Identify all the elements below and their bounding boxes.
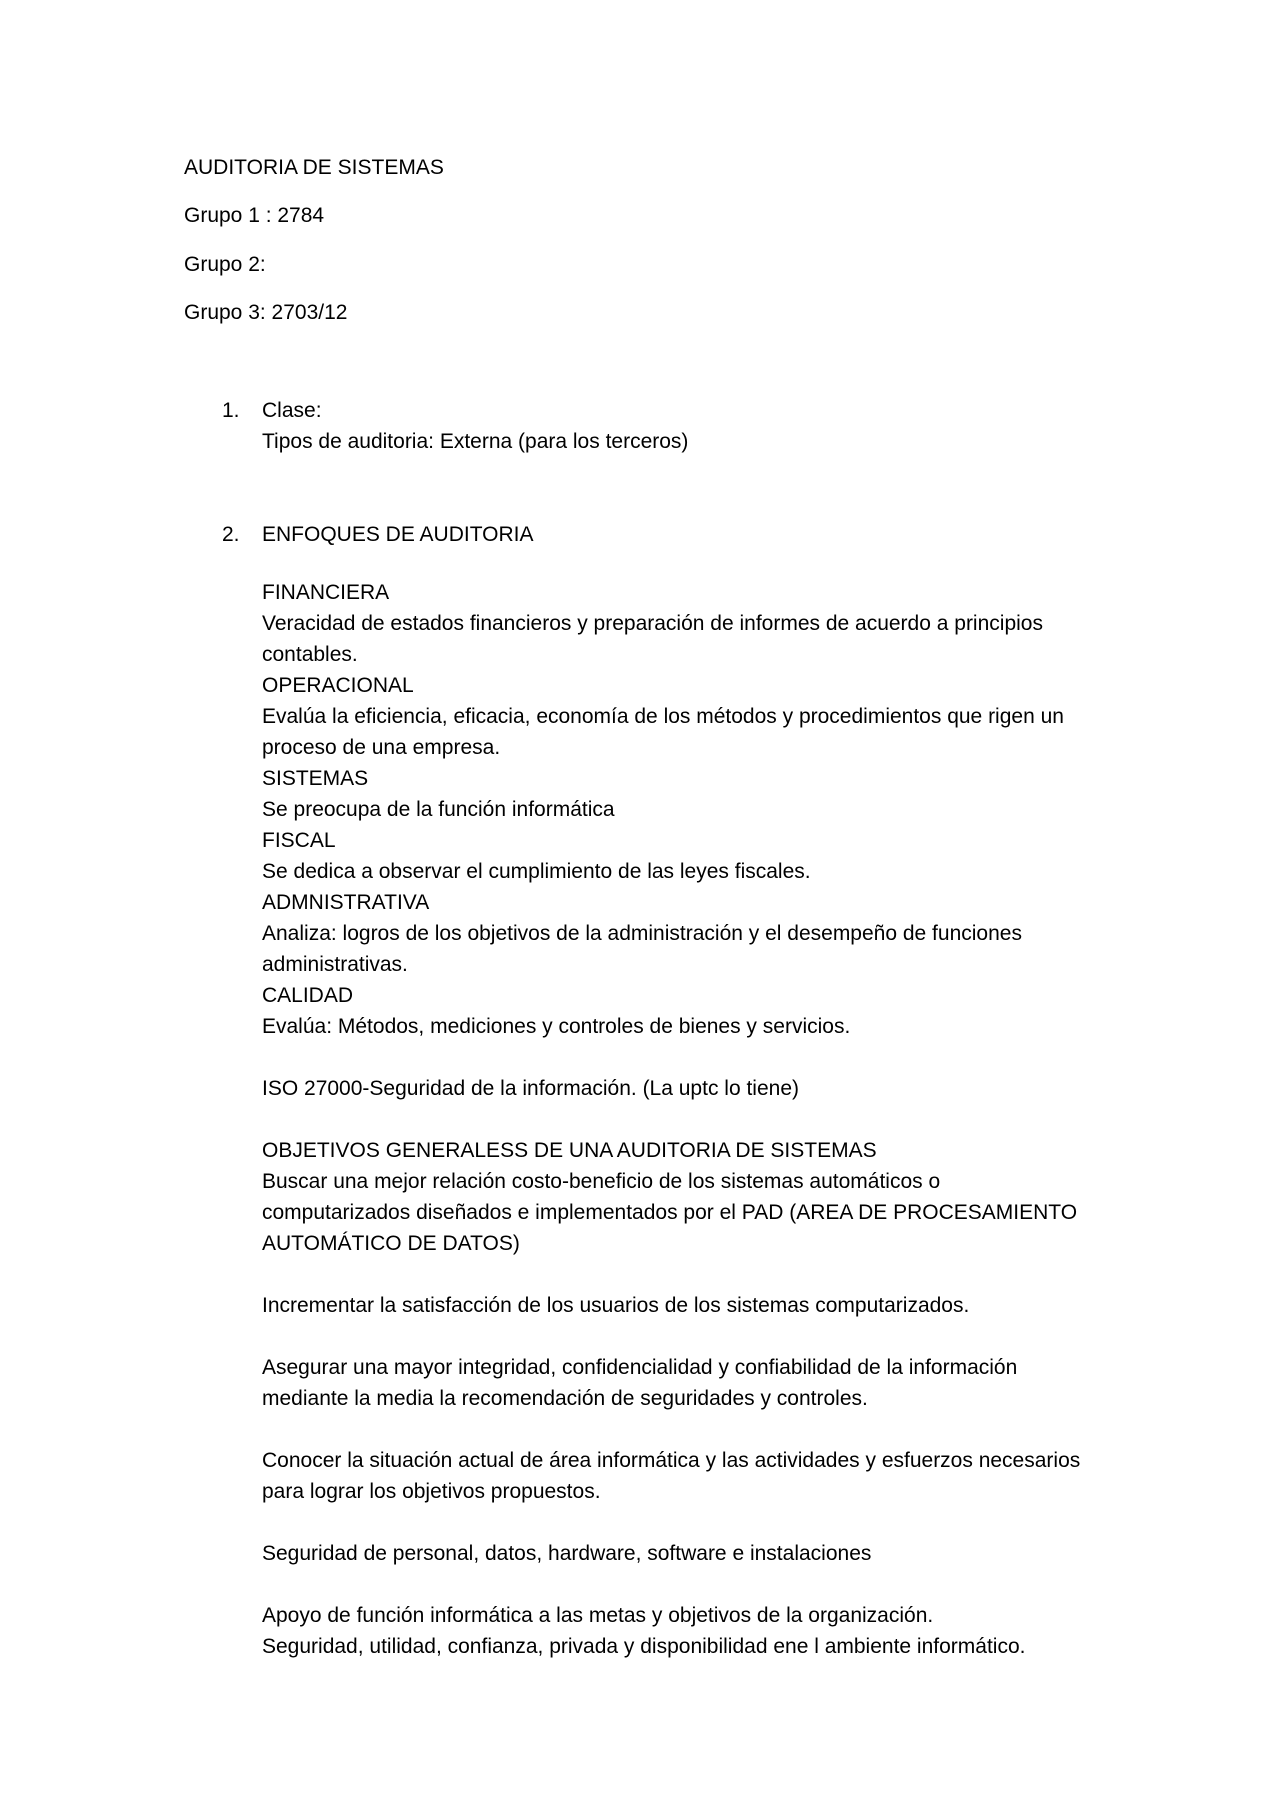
objetivos-title: OBJETIVOS GENERALESS DE UNA AUDITORIA DE SISTEMAS (262, 1139, 877, 1162)
calidad-title: CALIDAD (262, 984, 354, 1007)
objetivo-6-line-1: Apoyo de función informática a las metas y objetivos de la organización. (262, 1604, 934, 1627)
objetivo-2-line-1: Incrementar la satisfacción de los usuarios de los sistemas computarizados. (262, 1294, 970, 1317)
document-title: AUDITORIA DE SISTEMAS (184, 156, 444, 179)
objetivo-5-line-1: Seguridad de personal, datos, hardware, software e instalaciones (262, 1542, 872, 1565)
list-number-2: 2. (222, 523, 240, 546)
administrativa-title: ADMNISTRATIVA (262, 891, 430, 914)
sistemas-text-1: Se preocupa de la función informática (262, 798, 615, 821)
objetivo-1-line-2: computarizados diseñados e implementados por el PAD (AREA DE PROCESAMIENTO (262, 1201, 1078, 1224)
objetivo-4-line-1: Conocer la situación actual de área informática y las actividades y esfuerzos necesarios (262, 1449, 1081, 1472)
objetivo-3-line-1: Asegurar una mayor integridad, confidencialidad y confiabilidad de la información (262, 1356, 1018, 1379)
iso-line: ISO 27000-Seguridad de la información. (La uptc lo tiene) (262, 1077, 799, 1100)
administrativa-text-2: administrativas. (262, 953, 408, 976)
grupo-2-line: Grupo 2: (184, 253, 266, 276)
financiera-text-1: Veracidad de estados financieros y preparación de informes de acuerdo a principios (262, 612, 1043, 635)
sistemas-title: SISTEMAS (262, 767, 369, 790)
objetivo-6-line-2: Seguridad, utilidad, confianza, privada y disponibilidad ene l ambiente informático. (262, 1635, 1026, 1658)
list-number-1: 1. (222, 399, 240, 422)
item2-heading: ENFOQUES DE AUDITORIA (262, 523, 534, 546)
calidad-text-1: Evalúa: Métodos, mediciones y controles de bienes y servicios. (262, 1015, 851, 1038)
operacional-text-1: Evalúa la eficiencia, eficacia, economía de los métodos y procedimientos que rigen un (262, 705, 1064, 728)
operacional-title: OPERACIONAL (262, 674, 414, 697)
objetivo-3-line-2: mediante la media la recomendación de seguridades y controles. (262, 1387, 868, 1410)
objetivo-1-line-3: AUTOMÁTICO DE DATOS) (262, 1232, 520, 1255)
item1-clase: Clase: (262, 399, 322, 422)
objetivo-4-line-2: para lograr los objetivos propuestos. (262, 1480, 601, 1503)
objetivo-1-line-1: Buscar una mejor relación costo-beneficio de los sistemas automáticos o (262, 1170, 941, 1193)
operacional-text-2: proceso de una empresa. (262, 736, 501, 759)
list-item-2 (262, 519, 1112, 1662)
administrativa-text-1: Analiza: logros de los objetivos de la administración y el desempeño de funciones (262, 922, 1022, 945)
grupo-1-line: Grupo 1 : 2784 (184, 204, 325, 227)
fiscal-title: FISCAL (262, 829, 336, 852)
financiera-title: FINANCIERA (262, 581, 390, 604)
grupo-3-line: Grupo 3: 2703/12 (184, 301, 348, 324)
list-item-1 (262, 395, 1112, 457)
item1-tipos: Tipos de auditoria: Externa (para los terceros) (262, 430, 689, 453)
financiera-text-2: contables. (262, 643, 358, 666)
fiscal-text-1: Se dedica a observar el cumplimiento de las leyes fiscales. (262, 860, 811, 883)
